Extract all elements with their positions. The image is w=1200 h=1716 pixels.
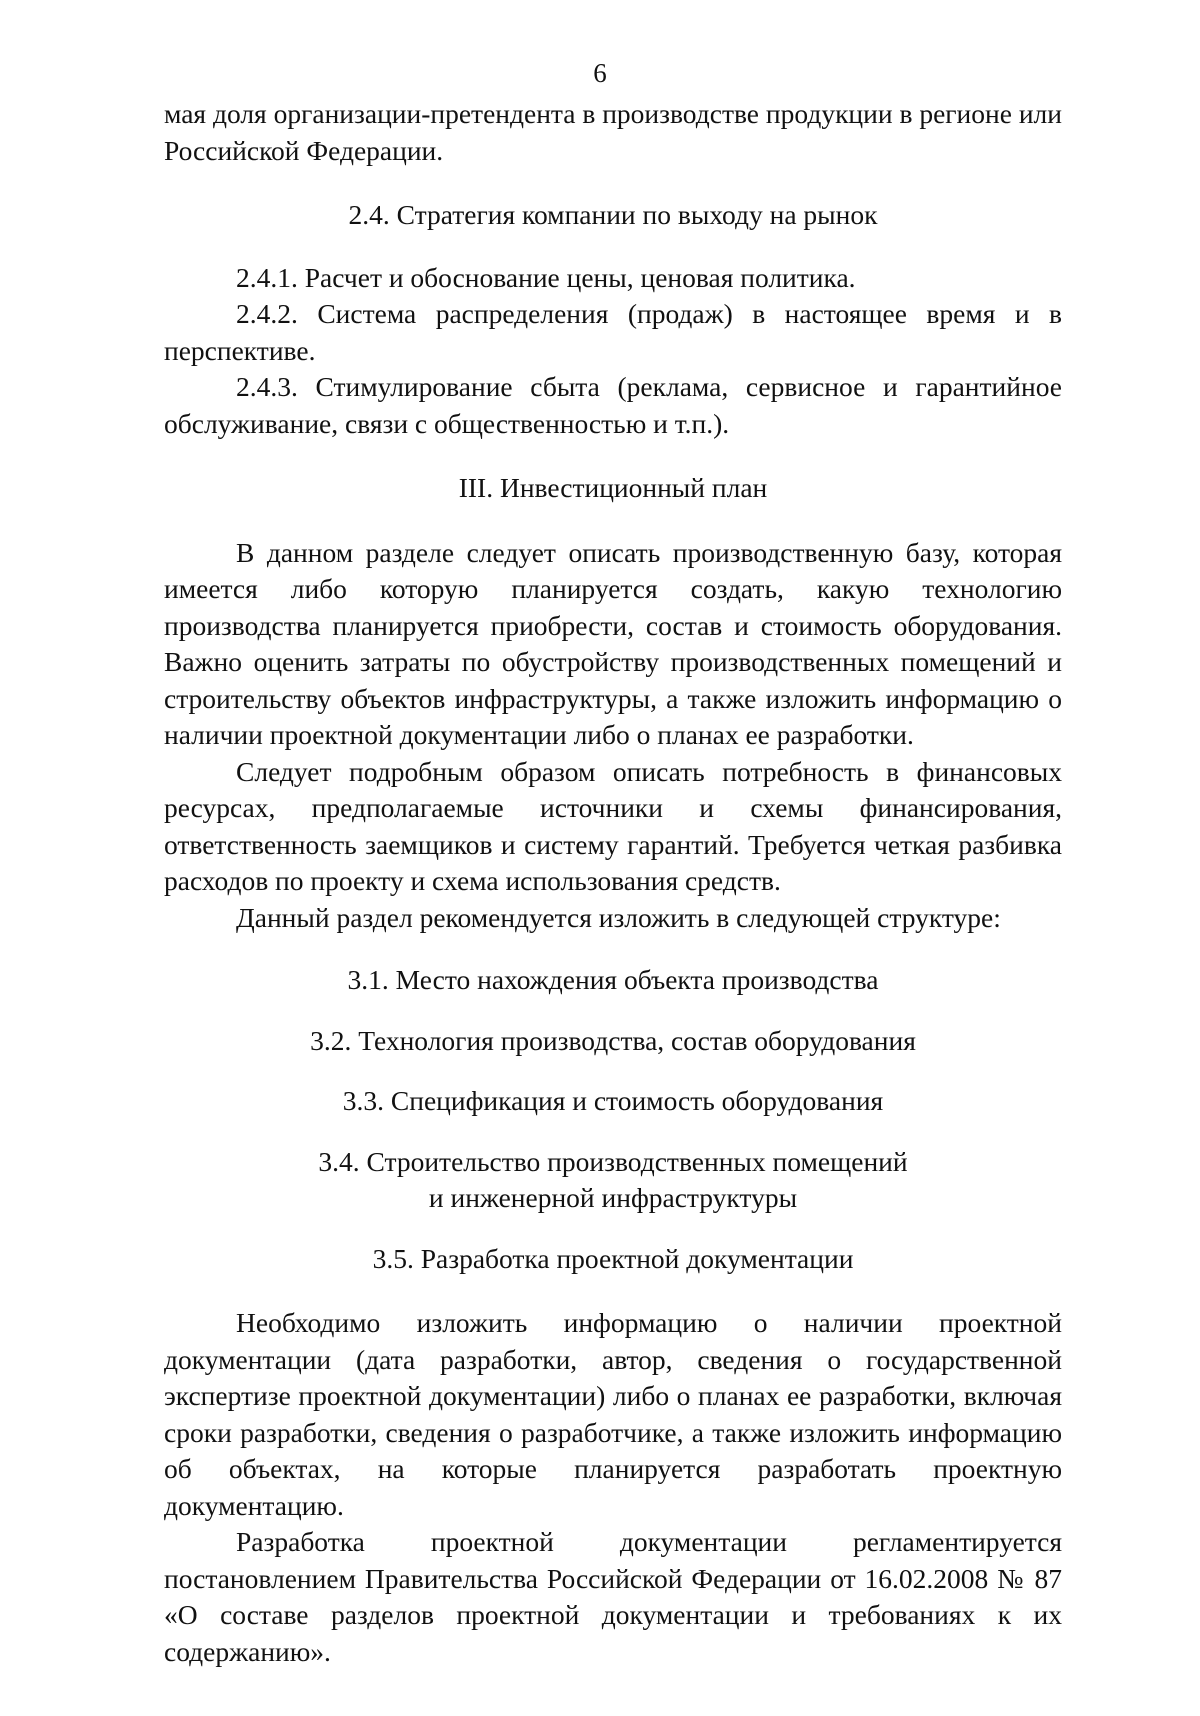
subsection-3-2-heading: 3.2. Технология производства, состав оборудования [310, 1024, 916, 1056]
closing-paragraph: Разработка проектной документации регламентируется постановлением Правительства Российской Федерации от 16.02.2008 № 87 «О составе разделов проектной документации и требованиях к их содержанию». [164, 1526, 1062, 1667]
section-2-4-item: 2.4.2. Система распределения (продаж) в настоящее время и в перспективе. [164, 298, 1062, 366]
subsection-3-4-heading: 3.4. Строительство производственных помещений [318, 1145, 908, 1177]
section-2-4-item: 2.4.1. Расчет и обоснование цены, ценовая политика. [236, 261, 856, 293]
section-3-paragraph: Данный раздел рекомендуется изложить в следующей структуре: [236, 901, 1001, 933]
document-body [164, 96, 1062, 1670]
page-number: 6 [593, 58, 607, 88]
section-2-4-heading: 2.4. Стратегия компании по выходу на рынок [348, 199, 878, 230]
subsection-3-1-heading: 3.1. Место нахождения объекта производства [347, 964, 879, 995]
section-2-4-item: 2.4.3. Стимулирование сбыта (реклама, сервисное и гарантийное обслуживание, связи с общественностью и т.п.). [164, 371, 1062, 439]
section-3-heading: III. Инвестиционный план [458, 472, 768, 503]
subsection-3-4-heading-line-2: и инженерной инфраструктуры [428, 1182, 798, 1213]
closing-paragraph: Необходимо изложить информацию о наличии проектной документации (дата разработки, автор, сведения о государственной экспертизе проектной документации) либо о планах ее разработки, включая сроки разработки, сведения о разработчике, а также изложить информацию об объектах, на которые планируется разработать проектную документацию. [164, 1307, 1062, 1521]
section-3-paragraph: Следует подробным образом описать потребность в финансовых ресурсах, предполагаемые источники и схемы финансирования, ответственность заемщиков и систему гарантий. Требуется четкая разбивка расходов по проекту и схема использования средств. [164, 755, 1062, 896]
section-3-paragraph: В данном разделе следует описать производственную базу, которая имеется либо которую планируется создать, какую технологию производства планируется приобрести, состав и стоимость оборудования. Важно оценить затраты по обустройству производственных помещений и строительству объектов инфраструктуры, а также изложить информацию о наличии проектной документации либо о планах ее разработки. [164, 536, 1062, 750]
intro-paragraph: мая доля организации-претендента в производстве продукции в регионе или Российской Федерации. [164, 98, 1062, 166]
subsection-3-3-heading: 3.3. Спецификация и стоимость оборудования [342, 1085, 884, 1116]
subsection-3-5-heading: 3.5. Разработка проектной документации [372, 1242, 854, 1274]
